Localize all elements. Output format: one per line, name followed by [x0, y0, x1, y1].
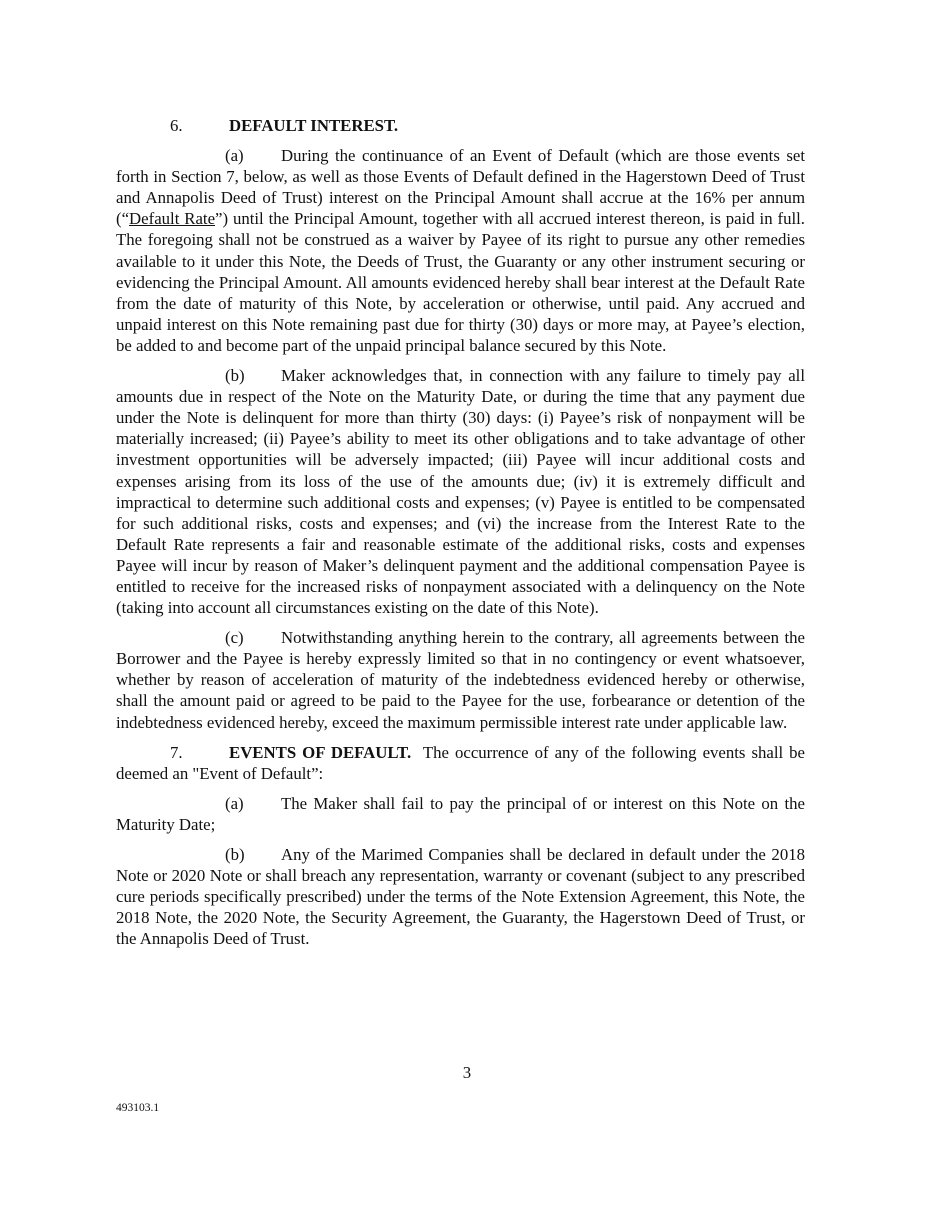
section-6-paragraph-c	[116, 627, 805, 732]
paragraph-marker: (a)	[225, 793, 244, 813]
section-6-title: DEFAULT INTEREST.	[229, 116, 399, 135]
section-6-number: 6.	[170, 116, 183, 135]
document-id: 493103.1	[116, 1102, 160, 1114]
paragraph-marker: (a)	[225, 146, 244, 166]
document-body	[116, 115, 810, 958]
section-7-paragraph-a	[116, 793, 805, 835]
section-6-heading	[116, 115, 805, 136]
paragraph-text: Maker acknowledges that, in connection with any failure to timely pay all amounts due in respect of the Note on the Maturity Date, or during the time that any payment due under the Note is delinquent for more than thirty (30) days: (i) Payee’s risk of nonpayment will be materially increased; (ii) Payee’s ability to meet its other obligations and to take advantage of other investment opportunities will be adversely impacted; (iii) Payee will incur additional costs and expenses arising from its loss of the use of the amounts due; (iv) it is extremely difficult and impractical to determine such additional costs and expenses; (v) Payee is entitled to be compensated for such additional risks, costs and expenses; and (vi) the increase from the Interest Rate to the Default Rate represents a fair and reasonable estimate of the additional risks, costs and expenses Payee will incur by reason of Maker’s delinquent payment and the additional compensation Payee is entitled to receive for the increased risks of nonpayment associated with a delinquency on the Note (taking into account all circumstances existing on the date of this Note).	[116, 366, 805, 618]
section-7-paragraph-b	[116, 844, 805, 949]
page-number: 3	[462, 1063, 472, 1082]
paragraph-marker: (b)	[225, 366, 245, 386]
section-6-paragraph-b	[116, 365, 805, 618]
paragraph-text: Any of the Marimed Companies shall be declared in default under the 2018 Note or 2020 Note or shall breach any representation, warranty or covenant (subject to any prescribed cure periods specifically prescribed) under the terms of the Note Extension Agreement, this Note, the 2018 Note, the 2020 Note, the Security Agreement, the Guaranty, the Hagerstown Deed of Trust, or the Annapolis Deed of Trust.	[116, 845, 805, 949]
paragraph-text: The Maker shall fail to pay the principal of or interest on this Note on the Maturity Date;	[116, 793, 805, 834]
section-7-title: EVENTS OF DEFAULT.	[229, 742, 412, 762]
paragraph-marker: (c)	[225, 628, 244, 648]
paragraph-marker: (b)	[225, 845, 245, 864]
paragraph-text: During the continuance of an Event of Default (which are those events set forth in Section 7, below, as well as those Events of Default defined in the Hagerstown Deed of Trust and Annapolis Deed of Trust) interest on the Principal Amount shall accrue at the 16% per annum (“	[116, 146, 805, 229]
section-7-heading	[116, 742, 810, 784]
section-6-paragraph-a	[116, 145, 805, 356]
section-7-intro: The occurrence of any of the following events shall be deemed an "Event of Default”:	[116, 742, 810, 783]
defined-term: Default Rate	[129, 209, 216, 229]
section-7-number: 7.	[170, 742, 183, 762]
paragraph-text: Notwithstanding anything herein to the contrary, all agreements between the Borrower and the Payee is hereby expressly limited so that in no contingency or event whatsoever, whether by reason of acceleration of maturity of the indebtedness evidenced hereby or otherwise, shall the amount paid or agreed to be paid to the Payee for the use, forbearance or detention of the indebtedness evidenced hereby, exceed the maximum permissible interest rate under applicable law.	[116, 628, 805, 732]
paragraph-text: ”) until the Principal Amount, together with all accrued interest thereon, is paid in full. The foregoing shall not be construed as a waiver by Payee of its right to pursue any other remedies available to it under this Note, the Deeds of Trust, the Guaranty or any other instrument securing or evidencing the Principal Amount. All amounts evidenced hereby shall bear interest at the Default Rate from the date of maturity of this Note, by acceleration or otherwise, until paid. Any accrued and unpaid interest on this Note remaining past due for thirty (30) days or more may, at Payee’s election, be added to and become part of the unpaid principal balance secured by this Note.	[116, 209, 805, 355]
